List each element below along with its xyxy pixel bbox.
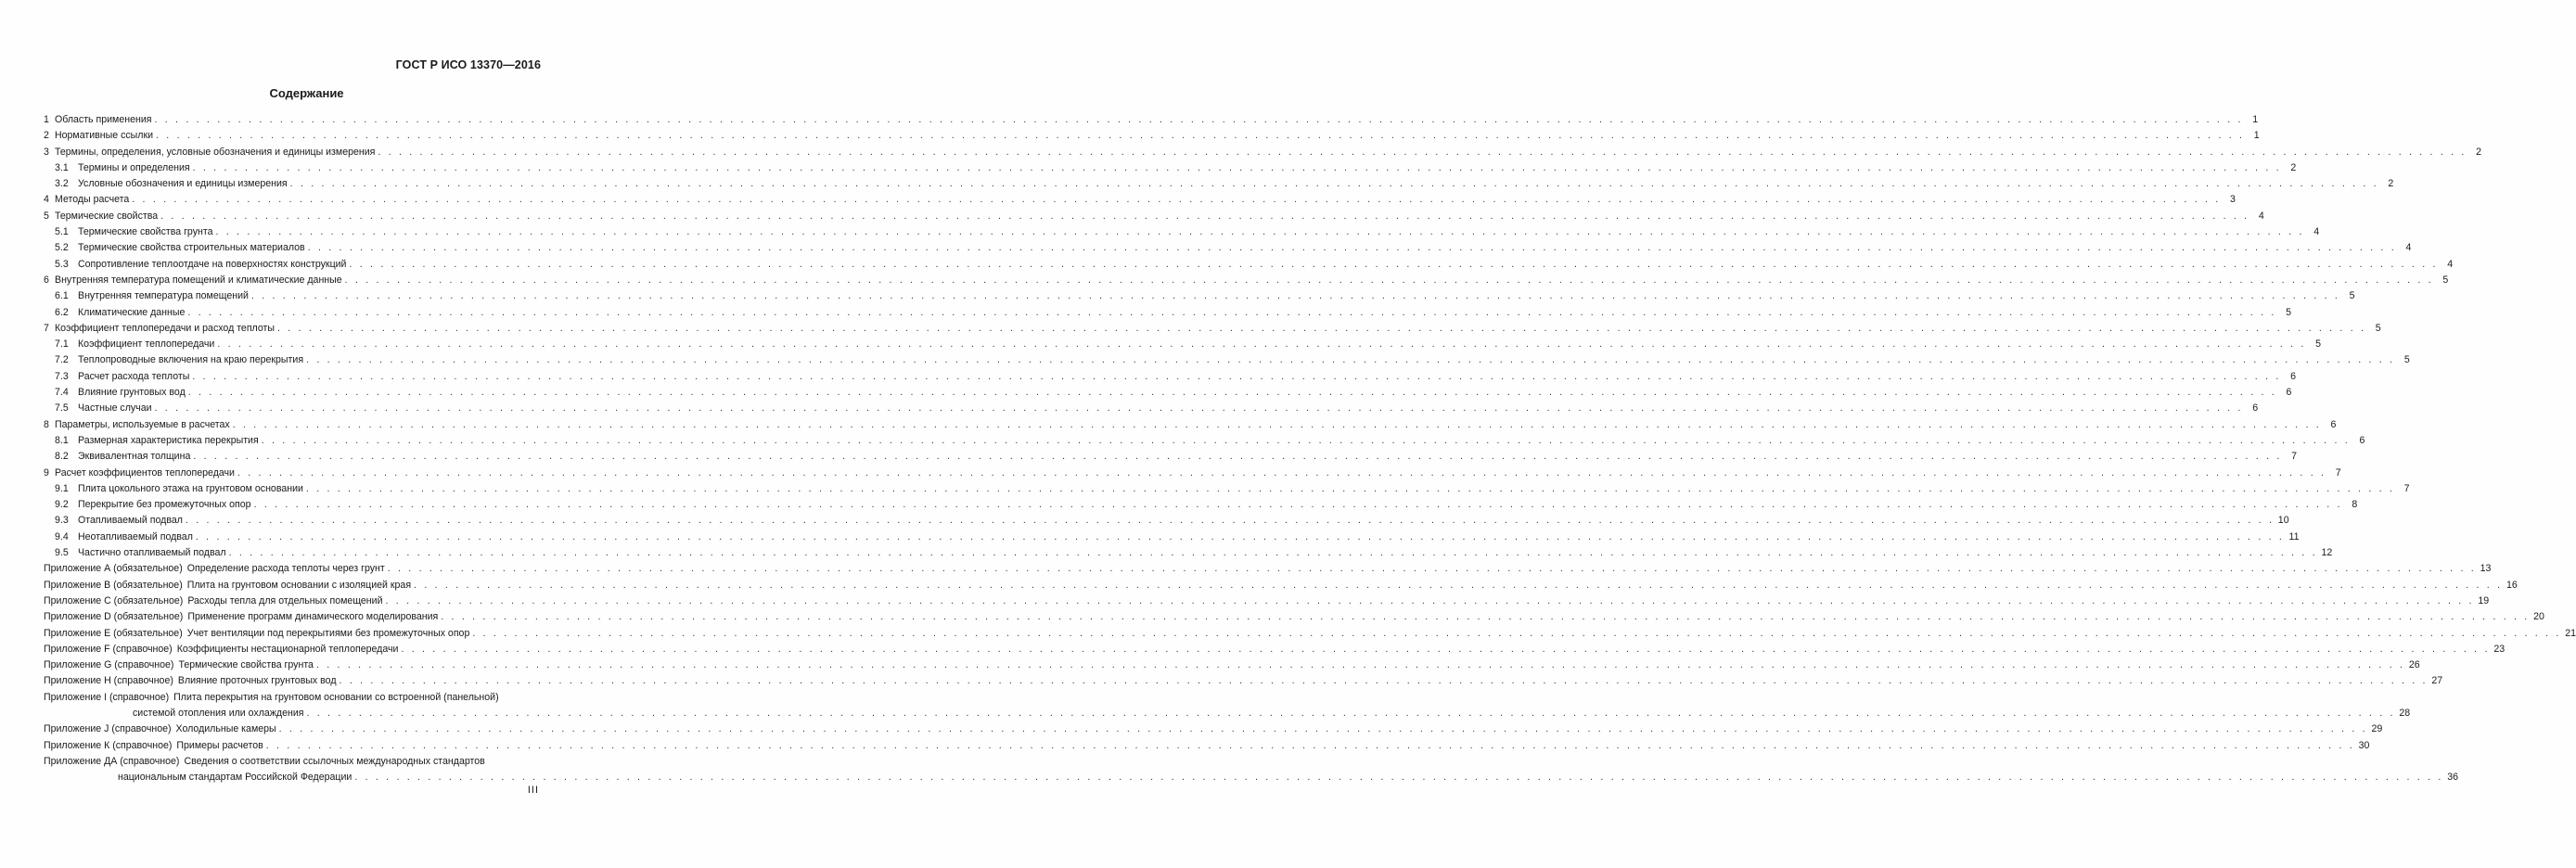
entry-number: 9.4: [55, 530, 69, 542]
dot-leader: . . . . . . . . . . . . . . . . . . . . . . . . . . . . . . . . . . . . . . . . . . . . . . . . . . . . . . . . . . . . . . . . . . . . . . . . . . . . . . . . . . . . . . . . . . . . . . . . . . . . . . . . . . . . . . . . . . . . . . . . . . . . . . . . . . . . . . . . . . . . . . . . . . . . . . . . . . . . . . . . . . . . . . . . . . . . . . . . . . . . . . . . . . . . . . . . . . . . . . . .: [192, 161, 2282, 173]
table-of-contents: [44, 112, 2576, 785]
toc-entry: [44, 594, 2490, 609]
document-code: ГОСТ Р ИСО 13370—2016: [395, 58, 541, 71]
entry-title: Методы расчета: [55, 194, 130, 206]
entry-page: 7: [2291, 451, 2298, 463]
entry-page: 4: [2313, 226, 2320, 238]
dot-leader: . . . . . . . . . . . . . . . . . . . . . . . . . . . . . . . . . . . . . . . . . . . . . . . . . . . . . . . . . . . . . . . . . . . . . . . . . . . . . . . . . . . . . . . . . . . . . . . . . . . . . . . . . . . . . . . . . . . . . . . . . . . . . . . . . . . . . . . . . . . . . . . . . . . . . . . . . . . . . . . . . . . . . . . . . . . . . . . . . . . . . . . . . . . . . . . . . . . . . . . .: [315, 659, 2405, 671]
toc-entry: [44, 738, 2370, 754]
entry-page: 3: [2230, 194, 2236, 206]
toc-entry: [44, 545, 2333, 561]
entry-number: Приложение D (обязательное): [44, 611, 184, 623]
entry-page: 10: [2277, 515, 2289, 527]
entry-title: Термические свойства: [55, 210, 159, 222]
entry-number: 9.2: [55, 499, 69, 511]
dot-leader: . . . . . . . . . . . . . . . . . . . . . . . . . . . . . . . . . . . . . . . . . . . . . . . . . . . . . . . . . . . . . . . . . . . . . . . . . . . . . . . . . . . . . . . . . . . . . . . . . . . . . . . . . . . . . . . . . . . . . . . . . . . . . . . . . . . . . . . . . . . . . . . . . . . . . . . . . . . . . . . . . . . . . . . . . . . . . . . . . . . . . . . . . . . . . . . . . . . . . . . .: [306, 707, 2396, 719]
toc-entry: [44, 642, 2506, 657]
toc-entry: [44, 690, 2411, 722]
dot-leader: . . . . . . . . . . . . . . . . . . . . . . . . . . . . . . . . . . . . . . . . . . . . . . . . . . . . . . . . . . . . . . . . . . . . . . . . . . . . . . . . . . . . . . . . . . . . . . . . . . . . . . . . . . . . . . . . . . . . . . . . . . . . . . . . . . . . . . . . . . . . . . . . . . . . . . . . . . . . . . . . . . . . . . . . . . . . . . . . . . . . . . . . . . . . . . . . . . . . . . . .: [156, 130, 2245, 142]
dot-leader: . . . . . . . . . . . . . . . . . . . . . . . . . . . . . . . . . . . . . . . . . . . . . . . . . . . . . . . . . . . . . . . . . . . . . . . . . . . . . . . . . . . . . . . . . . . . . . . . . . . . . . . . . . . . . . . . . . . . . . . . . . . . . . . . . . . . . . . . . . . . . . . . . . . . . . . . . . . . . . . . . . . . . . . . . . . . . . . . . . . . . . . . . . . . . . . . . . . . . . . .: [232, 418, 2322, 430]
entry-page: 20: [2533, 611, 2544, 623]
toc-entry: [44, 385, 2292, 401]
entry-title-cont: системой отопления или охлаждения: [133, 707, 304, 719]
entry-number: 8: [44, 418, 49, 430]
toc-entry: [44, 337, 2322, 352]
dot-leader: . . . . . . . . . . . . . . . . . . . . . . . . . . . . . . . . . . . . . . . . . . . . . . . . . . . . . . . . . . . . . . . . . . . . . . . . . . . . . . . . . . . . . . . . . . . . . . . . . . . . . . . . . . . . . . . . . . . . . . . . . . . . . . . . . . . . . . . . . . . . . . . . . . . . . . . . . . . . . . . . . . . . . . . . . . . . . . . . . . . . . . . . . . . . . . . . . . . . . . . .: [132, 194, 2221, 206]
toc-entry: [44, 609, 2544, 625]
entry-title: Влияние грунтовых вод: [78, 387, 186, 399]
entry-number: 9: [44, 466, 49, 479]
entry-page: 2: [2388, 178, 2394, 190]
entry-number: Приложение I (справочное): [44, 691, 170, 703]
toc-entry: [44, 721, 2383, 737]
entry-title: Параметры, используемые в расчетах: [55, 418, 230, 430]
entry-number: Приложение В (обязательное): [44, 579, 183, 591]
entry-number: 5.2: [55, 242, 69, 254]
toc-entry: [44, 449, 2298, 465]
toc-entry: [44, 240, 2412, 256]
entry-title: Сведения о соответствии ссылочных международных стандартов: [184, 755, 485, 767]
entry-page: 12: [2321, 547, 2333, 559]
entry-title: Условные обозначения и единицы измерения: [78, 178, 288, 190]
entry-page: 6: [2290, 370, 2297, 382]
entry-title: Определение расхода теплоты через грунт: [186, 563, 385, 575]
entry-number: 3.1: [55, 161, 69, 173]
entry-title: Холодильные камеры: [175, 723, 276, 735]
entry-number: 4: [44, 194, 49, 206]
entry-page: 11: [2288, 530, 2300, 542]
toc-entry: [44, 754, 2458, 786]
entry-number: Приложение С (обязательное): [44, 594, 184, 606]
toc-entry: [44, 497, 2358, 513]
entry-page: 5: [2403, 354, 2410, 366]
dot-leader: . . . . . . . . . . . . . . . . . . . . . . . . . . . . . . . . . . . . . . . . . . . . . . . . . . . . . . . . . . . . . . . . . . . . . . . . . . . . . . . . . . . . . . . . . . . . . . . . . . . . . . . . . . . . . . . . . . . . . . . . . . . . . . . . . . . . . . . . . . . . . . . . . . . . . . . . . . . . . . . . . . . . . . . . . . . . . . . . . . . . . . . . . . . . . . . . . . . . . . . .: [307, 242, 2397, 254]
entry-title: Теплопроводные включения на краю перекрытия: [78, 354, 304, 366]
dot-leader: . . . . . . . . . . . . . . . . . . . . . . . . . . . . . . . . . . . . . . . . . . . . . . . . . . . . . . . . . . . . . . . . . . . . . . . . . . . . . . . . . . . . . . . . . . . . . . . . . . . . . . . . . . . . . . . . . . . . . . . . . . . . . . . . . . . . . . . . . . . . . . . . . . . . . . . . . . . . . . . . . . . . . . . . . . . . . . . . . . . . . . . . . . . . . . . . . . . . . . . .: [289, 178, 2379, 190]
entry-number: 3.2: [55, 178, 69, 190]
entry-number: 5: [44, 210, 49, 222]
toc-entry: [44, 273, 2449, 288]
entry-page: 5: [2315, 338, 2322, 351]
dot-leader: . . . . . . . . . . . . . . . . . . . . . . . . . . . . . . . . . . . . . . . . . . . . . . . . . . . . . . . . . . . . . . . . . . . . . . . . . . . . . . . . . . . . . . . . . . . . . . . . . . . . . . . . . . . . . . . . . . . . . . . . . . . . . . . . . . . . . . . . . . . . . . . . . . . . . . . . . . . . . . . . . . . . . . . . . . . . . . . . . . . . . . . . . . . . . . . . . . . . . . . .: [154, 402, 2244, 415]
entry-title: Коэффициенты нестационарной теплопередачи: [176, 643, 399, 655]
entry-number: 6: [44, 274, 49, 286]
dot-leader: . . . . . . . . . . . . . . . . . . . . . . . . . . . . . . . . . . . . . . . . . . . . . . . . . . . . . . . . . . . . . . . . . . . . . . . . . . . . . . . . . . . . . . . . . . . . . . . . . . . . . . . . . . . . . . . . . . . . . . . . . . . . . . . . . . . . . . . . . . . . . . . . . . . . . . . . . . . . . . . . . . . . . . . . . . . . . . . . . . . . . . . . . . . . . . . . . . . . . . . .: [160, 210, 2249, 222]
entry-page: 29: [2371, 723, 2383, 735]
page-number: III: [527, 785, 539, 796]
toc-entry: [44, 433, 2365, 449]
dot-leader: . . . . . . . . . . . . . . . . . . . . . . . . . . . . . . . . . . . . . . . . . . . . . . . . . . . . . . . . . . . . . . . . . . . . . . . . . . . . . . . . . . . . . . . . . . . . . . . . . . . . . . . . . . . . . . . . . . . . . . . . . . . . . . . . . . . . . . . . . . . . . . . . . . . . . . . . . . . . . . . . . . . . . . . . . . . . . . . . . . . . . . . . . . . . . . . . . . . . . . . .: [349, 258, 2439, 270]
entry-page: 30: [2358, 739, 2370, 751]
entry-title: Применение программ динамического моделирования: [187, 611, 439, 623]
entry-page: 2: [2476, 146, 2482, 158]
dot-leader: . . . . . . . . . . . . . . . . . . . . . . . . . . . . . . . . . . . . . . . . . . . . . . . . . . . . . . . . . . . . . . . . . . . . . . . . . . . . . . . . . . . . . . . . . . . . . . . . . . . . . . . . . . . . . . . . . . . . . . . . . . . . . . . . . . . . . . . . . . . . . . . . . . . . . . . . . . . . . . . . . . . . . . . . . . . . . . . . . . . . . . . . . . . . . . . . . . . . . . . .: [195, 530, 2285, 542]
entry-page: 5: [2442, 274, 2449, 286]
toc-entry: [44, 209, 2264, 224]
toc-entry: [44, 192, 2236, 208]
toc-entry: [44, 657, 2420, 673]
dot-leader: . . . . . . . . . . . . . . . . . . . . . . . . . . . . . . . . . . . . . . . . . . . . . . . . . . . . . . . . . . . . . . . . . . . . . . . . . . . . . . . . . . . . . . . . . . . . . . . . . . . . . . . . . . . . . . . . . . . . . . . . . . . . . . . . . . . . . . . . . . . . . . . . . . . . . . . . . . . . . . . . . . . . . . . . . . . . . . . . . . . . . . . . . . . . . . . . . . . . . . . .: [387, 563, 2477, 575]
dot-leader: . . . . . . . . . . . . . . . . . . . . . . . . . . . . . . . . . . . . . . . . . . . . . . . . . . . . . . . . . . . . . . . . . . . . . . . . . . . . . . . . . . . . . . . . . . . . . . . . . . . . . . . . . . . . . . . . . . . . . . . . . . . . . . . . . . . . . . . . . . . . . . . . . . . . . . . . . . . . . . . . . . . . . . . . . . . . . . . . . . . . . . . . . . . . . . . . . . . . . . . .: [305, 482, 2395, 494]
entry-title: Учет вентиляции под перекрытиями без промежуточных опор: [186, 627, 470, 639]
entry-number: 6.1: [55, 290, 69, 302]
entry-number: 9.3: [55, 515, 69, 527]
entry-title: Сопротивление теплоотдаче на поверхностях конструкций: [78, 258, 347, 270]
entry-page: 6: [2330, 418, 2337, 430]
entry-page: 23: [2493, 643, 2506, 655]
toc-entry: [44, 673, 2443, 689]
dot-leader: . . . . . . . . . . . . . . . . . . . . . . . . . . . . . . . . . . . . . . . . . . . . . . . . . . . . . . . . . . . . . . . . . . . . . . . . . . . . . . . . . . . . . . . . . . . . . . . . . . . . . . . . . . . . . . . . . . . . . . . . . . . . . . . . . . . . . . . . . . . . . . . . . . . . . . . . . . . . . . . . . . . . . . . . . . . . . . . . . . . . . . . . . . . . . . . . . . . . . . . .: [187, 306, 2277, 318]
entry-title: Неотапливаемый подвал: [78, 530, 193, 542]
dot-leader: . . . . . . . . . . . . . . . . . . . . . . . . . . . . . . . . . . . . . . . . . . . . . . . . . . . . . . . . . . . . . . . . . . . . . . . . . . . . . . . . . . . . . . . . . . . . . . . . . . . . . . . . . . . . . . . . . . . . . . . . . . . . . . . . . . . . . . . . . . . . . . . . . . . . . . . . . . . . . . . . . . . . . . . . . . . . . . . . . . . . . . . . . . . . . . . . . . . . . . . .: [401, 643, 2491, 655]
toc-entry: [44, 530, 2300, 545]
entry-page: 13: [2480, 563, 2492, 575]
entry-title: Частные случаи: [78, 402, 152, 415]
entry-title: Расчет коэффициентов теплопередачи: [55, 466, 235, 479]
toc-entry: [44, 176, 2394, 192]
dot-leader: . . . . . . . . . . . . . . . . . . . . . . . . . . . . . . . . . . . . . . . . . . . . . . . . . . . . . . . . . . . . . . . . . . . . . . . . . . . . . . . . . . . . . . . . . . . . . . . . . . . . . . . . . . . . . . . . . . . . . . . . . . . . . . . . . . . . . . . . . . . . . . . . . . . . . . . . . . . . . . . . . . . . . . . . . . . . . . . . . . . . . . . . . . . . . . . . . . . . . . . .: [261, 434, 2351, 446]
dot-leader: . . . . . . . . . . . . . . . . . . . . . . . . . . . . . . . . . . . . . . . . . . . . . . . . . . . . . . . . . . . . . . . . . . . . . . . . . . . . . . . . . . . . . . . . . . . . . . . . . . . . . . . . . . . . . . . . . . . . . . . . . . . . . . . . . . . . . . . . . . . . . . . . . . . . . . . . . . . . . . . . . . . . . . . . . . . . . . . . . . . . . . . . . . . . . . . . . . . . . . . .: [276, 322, 2366, 334]
entry-title: Плита цокольного этажа на грунтовом основании: [78, 482, 303, 494]
entry-number: 5.3: [55, 258, 69, 270]
toc-entry: [44, 257, 2454, 273]
entry-title: Нормативные ссылки: [55, 130, 154, 142]
dot-leader: . . . . . . . . . . . . . . . . . . . . . . . . . . . . . . . . . . . . . . . . . . . . . . . . . . . . . . . . . . . . . . . . . . . . . . . . . . . . . . . . . . . . . . . . . . . . . . . . . . . . . . . . . . . . . . . . . . . . . . . . . . . . . . . . . . . . . . . . . . . . . . . . . . . . . . . . . . . . . . . . . . . . . . . . . . . . . . . . . . . . . . . . . . . . . . . . . . . . . . . .: [192, 370, 2282, 382]
entry-title: Термины, определения, условные обозначения и единицы измерения: [55, 146, 376, 158]
entry-title: Термические свойства грунта: [178, 659, 314, 671]
entry-title: Размерная характеристика перекрытия: [78, 434, 259, 446]
entry-title: Примеры расчетов: [176, 739, 263, 751]
toc-entry: [44, 481, 2410, 497]
toc-entry: [44, 352, 2410, 368]
entry-page: 6: [2252, 402, 2259, 415]
dot-leader: . . . . . . . . . . . . . . . . . . . . . . . . . . . . . . . . . . . . . . . . . . . . . . . . . . . . . . . . . . . . . . . . . . . . . . . . . . . . . . . . . . . . . . . . . . . . . . . . . . . . . . . . . . . . . . . . . . . . . . . . . . . . . . . . . . . . . . . . . . . . . . . . . . . . . . . . . . . . . . . . . . . . . . . . . . . . . . . . . . . . . . . . . . . . . . . . . . . . . . . .: [354, 772, 2443, 784]
entry-number: Приложение Е (обязательное): [44, 627, 183, 639]
entry-title: Расчет расхода теплоты: [78, 370, 190, 382]
entry-page: 1: [2253, 130, 2260, 142]
entry-page: 19: [2478, 594, 2490, 606]
entry-number: 8.1: [55, 434, 69, 446]
entry-number: 7.2: [55, 354, 69, 366]
dot-leader: . . . . . . . . . . . . . . . . . . . . . . . . . . . . . . . . . . . . . . . . . . . . . . . . . . . . . . . . . . . . . . . . . . . . . . . . . . . . . . . . . . . . . . . . . . . . . . . . . . . . . . . . . . . . . . . . . . . . . . . . . . . . . . . . . . . . . . . . . . . . . . . . . . . . . . . . . . . . . . . . . . . . . . . . . . . . . . . . . . . . . . . . . . . . . . . . . . . . . . . .: [378, 146, 2467, 158]
entry-number: 7: [44, 322, 49, 334]
toc-entry: [44, 401, 2259, 416]
entry-title: Влияние проточных грунтовых вод: [177, 675, 337, 687]
toc-entry: [44, 305, 2292, 321]
toc-entry: [44, 224, 2320, 240]
entry-number: 6.2: [55, 306, 69, 318]
entry-page: 16: [2506, 579, 2518, 591]
entry-title: Климатические данные: [78, 306, 186, 318]
entry-page: 21: [2565, 627, 2576, 639]
entry-title: Область применения: [55, 114, 152, 125]
entry-number: Приложение А (обязательное): [44, 563, 183, 575]
dot-leader: . . . . . . . . . . . . . . . . . . . . . . . . . . . . . . . . . . . . . . . . . . . . . . . . . . . . . . . . . . . . . . . . . . . . . . . . . . . . . . . . . . . . . . . . . . . . . . . . . . . . . . . . . . . . . . . . . . . . . . . . . . . . . . . . . . . . . . . . . . . . . . . . . . . . . . . . . . . . . . . . . . . . . . . . . . . . . . . . . . . . . . . . . . . . . . . . . . . . . . . .: [237, 466, 2326, 479]
entry-number: 7.3: [55, 370, 69, 382]
dot-leader: . . . . . . . . . . . . . . . . . . . . . . . . . . . . . . . . . . . . . . . . . . . . . . . . . . . . . . . . . . . . . . . . . . . . . . . . . . . . . . . . . . . . . . . . . . . . . . . . . . . . . . . . . . . . . . . . . . . . . . . . . . . . . . . . . . . . . . . . . . . . . . . . . . . . . . . . . . . . . . . . . . . . . . . . . . . . . . . . . . . . . . . . . . . . . . . . . . . . . . . .: [154, 114, 2244, 125]
entry-page: 4: [2405, 242, 2412, 254]
entry-title: Внутренняя температура помещений: [78, 290, 249, 302]
dot-leader: . . . . . . . . . . . . . . . . . . . . . . . . . . . . . . . . . . . . . . . . . . . . . . . . . . . . . . . . . . . . . . . . . . . . . . . . . . . . . . . . . . . . . . . . . . . . . . . . . . . . . . . . . . . . . . . . . . . . . . . . . . . . . . . . . . . . . . . . . . . . . . . . . . . . . . . . . . . . . . . . . . . . . . . . . . . . . . . . . . . . . . . . . . . . . . . . . . . . . . . .: [253, 499, 2343, 511]
entry-title: Термины и определения: [78, 161, 190, 173]
dot-leader: . . . . . . . . . . . . . . . . . . . . . . . . . . . . . . . . . . . . . . . . . . . . . . . . . . . . . . . . . . . . . . . . . . . . . . . . . . . . . . . . . . . . . . . . . . . . . . . . . . . . . . . . . . . . . . . . . . . . . . . . . . . . . . . . . . . . . . . . . . . . . . . . . . . . . . . . . . . . . . . . . . . . . . . . . . . . . . . . . . . . . . . . . . . . . . . . . . . . . . . .: [441, 611, 2530, 623]
dot-leader: . . . . . . . . . . . . . . . . . . . . . . . . . . . . . . . . . . . . . . . . . . . . . . . . . . . . . . . . . . . . . . . . . . . . . . . . . . . . . . . . . . . . . . . . . . . . . . . . . . . . . . . . . . . . . . . . . . . . . . . . . . . . . . . . . . . . . . . . . . . . . . . . . . . . . . . . . . . . . . . . . . . . . . . . . . . . . . . . . . . . . . . . . . . . . . . . . . . . . . . .: [472, 627, 2562, 639]
entry-title: Термические свойства грунта: [78, 226, 213, 238]
entry-number: 7.1: [55, 338, 69, 351]
entry-number: Приложение J (справочное): [44, 723, 172, 735]
toc-entry: [44, 417, 2337, 433]
dot-leader: . . . . . . . . . . . . . . . . . . . . . . . . . . . . . . . . . . . . . . . . . . . . . . . . . . . . . . . . . . . . . . . . . . . . . . . . . . . . . . . . . . . . . . . . . . . . . . . . . . . . . . . . . . . . . . . . . . . . . . . . . . . . . . . . . . . . . . . . . . . . . . . . . . . . . . . . . . . . . . . . . . . . . . . . . . . . . . . . . . . . . . . . . . . . . . . . . . . . . . . .: [265, 739, 2355, 751]
entry-title: Перекрытие без промежуточных опор: [78, 499, 251, 511]
dot-leader: . . . . . . . . . . . . . . . . . . . . . . . . . . . . . . . . . . . . . . . . . . . . . . . . . . . . . . . . . . . . . . . . . . . . . . . . . . . . . . . . . . . . . . . . . . . . . . . . . . . . . . . . . . . . . . . . . . . . . . . . . . . . . . . . . . . . . . . . . . . . . . . . . . . . . . . . . . . . . . . . . . . . . . . . . . . . . . . . . . . . . . . . . . . . . . . . . . . . . . . .: [217, 338, 2307, 351]
entry-title: Плита на грунтовом основании с изоляцией края: [186, 579, 412, 591]
entry-title: Коэффициент теплопередачи и расход теплоты: [55, 322, 275, 334]
entry-number: 2: [44, 130, 49, 142]
entry-page: 4: [2258, 210, 2264, 222]
dot-leader: . . . . . . . . . . . . . . . . . . . . . . . . . . . . . . . . . . . . . . . . . . . . . . . . . . . . . . . . . . . . . . . . . . . . . . . . . . . . . . . . . . . . . . . . . . . . . . . . . . . . . . . . . . . . . . . . . . . . . . . . . . . . . . . . . . . . . . . . . . . . . . . . . . . . . . . . . . . . . . . . . . . . . . . . . . . . . . . . . . . . . . . . . . . . . . . . . . . . . . . .: [414, 579, 2503, 591]
entry-title-cont: национальным стандартам Российской Федерации: [118, 772, 352, 784]
dot-leader: . . . . . . . . . . . . . . . . . . . . . . . . . . . . . . . . . . . . . . . . . . . . . . . . . . . . . . . . . . . . . . . . . . . . . . . . . . . . . . . . . . . . . . . . . . . . . . . . . . . . . . . . . . . . . . . . . . . . . . . . . . . . . . . . . . . . . . . . . . . . . . . . . . . . . . . . . . . . . . . . . . . . . . . . . . . . . . . . . . . . . . . . . . . . . . . . . . . . . . . .: [306, 354, 2395, 366]
entry-number: Приложение G (справочное): [44, 659, 174, 671]
toc-title: Содержание: [269, 86, 344, 100]
entry-title: Плита перекрытия на грунтовом основании со встроенной (панельной): [173, 691, 499, 703]
entry-number: 9.5: [55, 547, 69, 559]
entry-page: 6: [2359, 434, 2365, 446]
dot-leader: . . . . . . . . . . . . . . . . . . . . . . . . . . . . . . . . . . . . . . . . . . . . . . . . . . . . . . . . . . . . . . . . . . . . . . . . . . . . . . . . . . . . . . . . . . . . . . . . . . . . . . . . . . . . . . . . . . . . . . . . . . . . . . . . . . . . . . . . . . . . . . . . . . . . . . . . . . . . . . . . . . . . . . . . . . . . . . . . . . . . . . . . . . . . . . . . . . . . . . . .: [187, 387, 2277, 399]
toc-entry: [44, 578, 2518, 594]
dot-leader: . . . . . . . . . . . . . . . . . . . . . . . . . . . . . . . . . . . . . . . . . . . . . . . . . . . . . . . . . . . . . . . . . . . . . . . . . . . . . . . . . . . . . . . . . . . . . . . . . . . . . . . . . . . . . . . . . . . . . . . . . . . . . . . . . . . . . . . . . . . . . . . . . . . . . . . . . . . . . . . . . . . . . . . . . . . . . . . . . . . . . . . . . . . . . . . . . . . . . . . .: [385, 594, 2475, 606]
dot-leader: . . . . . . . . . . . . . . . . . . . . . . . . . . . . . . . . . . . . . . . . . . . . . . . . . . . . . . . . . . . . . . . . . . . . . . . . . . . . . . . . . . . . . . . . . . . . . . . . . . . . . . . . . . . . . . . . . . . . . . . . . . . . . . . . . . . . . . . . . . . . . . . . . . . . . . . . . . . . . . . . . . . . . . . . . . . . . . . . . . . . . . . . . . . . . . . . . . . . . . . .: [344, 274, 2434, 286]
toc-entry: [44, 145, 2482, 160]
dot-leader: . . . . . . . . . . . . . . . . . . . . . . . . . . . . . . . . . . . . . . . . . . . . . . . . . . . . . . . . . . . . . . . . . . . . . . . . . . . . . . . . . . . . . . . . . . . . . . . . . . . . . . . . . . . . . . . . . . . . . . . . . . . . . . . . . . . . . . . . . . . . . . . . . . . . . . . . . . . . . . . . . . . . . . . . . . . . . . . . . . . . . . . . . . . . . . . . . . . . . . . .: [228, 547, 2318, 559]
entry-page: 5: [2286, 306, 2292, 318]
dot-leader: . . . . . . . . . . . . . . . . . . . . . . . . . . . . . . . . . . . . . . . . . . . . . . . . . . . . . . . . . . . . . . . . . . . . . . . . . . . . . . . . . . . . . . . . . . . . . . . . . . . . . . . . . . . . . . . . . . . . . . . . . . . . . . . . . . . . . . . . . . . . . . . . . . . . . . . . . . . . . . . . . . . . . . . . . . . . . . . . . . . . . . . . . . . . . . . . . . . . . . . .: [185, 515, 2275, 527]
dot-leader: . . . . . . . . . . . . . . . . . . . . . . . . . . . . . . . . . . . . . . . . . . . . . . . . . . . . . . . . . . . . . . . . . . . . . . . . . . . . . . . . . . . . . . . . . . . . . . . . . . . . . . . . . . . . . . . . . . . . . . . . . . . . . . . . . . . . . . . . . . . . . . . . . . . . . . . . . . . . . . . . . . . . . . . . . . . . . . . . . . . . . . . . . . . . . . . . . . . . . . . .: [339, 675, 2429, 687]
dot-leader: . . . . . . . . . . . . . . . . . . . . . . . . . . . . . . . . . . . . . . . . . . . . . . . . . . . . . . . . . . . . . . . . . . . . . . . . . . . . . . . . . . . . . . . . . . . . . . . . . . . . . . . . . . . . . . . . . . . . . . . . . . . . . . . . . . . . . . . . . . . . . . . . . . . . . . . . . . . . . . . . . . . . . . . . . . . . . . . . . . . . . . . . . . . . . . . . . . . . . . . .: [278, 723, 2368, 735]
entry-page: 27: [2431, 675, 2443, 687]
dot-leader: . . . . . . . . . . . . . . . . . . . . . . . . . . . . . . . . . . . . . . . . . . . . . . . . . . . . . . . . . . . . . . . . . . . . . . . . . . . . . . . . . . . . . . . . . . . . . . . . . . . . . . . . . . . . . . . . . . . . . . . . . . . . . . . . . . . . . . . . . . . . . . . . . . . . . . . . . . . . . . . . . . . . . . . . . . . . . . . . . . . . . . . . . . . . . . . . . . . . . . . .: [215, 226, 2305, 238]
entry-number: 5.1: [55, 226, 69, 238]
toc-entry: [44, 112, 2259, 128]
entry-number: Приложение F (справочное): [44, 643, 173, 655]
entry-page: 5: [2349, 290, 2355, 302]
entry-title: Эквивалентная толщина: [78, 451, 191, 463]
entry-number: Приложение К (справочное): [44, 739, 173, 751]
entry-page: 4: [2447, 258, 2454, 270]
dot-leader: . . . . . . . . . . . . . . . . . . . . . . . . . . . . . . . . . . . . . . . . . . . . . . . . . . . . . . . . . . . . . . . . . . . . . . . . . . . . . . . . . . . . . . . . . . . . . . . . . . . . . . . . . . . . . . . . . . . . . . . . . . . . . . . . . . . . . . . . . . . . . . . . . . . . . . . . . . . . . . . . . . . . . . . . . . . . . . . . . . . . . . . . . . . . . . . . . . . . . . . .: [193, 451, 2283, 463]
entry-number: 9.1: [55, 482, 69, 494]
toc-entry: [44, 513, 2289, 529]
toc-entry: [44, 160, 2297, 176]
entry-number: Приложение ДА (справочное): [44, 755, 180, 767]
entry-number: 8.2: [55, 451, 69, 463]
entry-page: 8: [2352, 499, 2358, 511]
toc-entry: [44, 466, 2341, 481]
toc-entry: [44, 288, 2355, 304]
entry-page: 7: [2335, 466, 2341, 479]
entry-number: Приложение Н (справочное): [44, 675, 173, 687]
entry-number: 3: [44, 146, 49, 158]
entry-page: 1: [2252, 114, 2259, 125]
entry-page: 5: [2375, 322, 2381, 334]
entry-page: 28: [2399, 707, 2411, 719]
toc-entry: [44, 626, 2576, 642]
entry-title: Коэффициент теплопередачи: [78, 338, 215, 351]
entry-number: 1: [44, 114, 49, 125]
entry-title: Отапливаемый подвал: [78, 515, 183, 527]
entry-page: 6: [2286, 387, 2292, 399]
entry-title: Внутренняя температура помещений и климатические данные: [55, 274, 342, 286]
toc-entry: [44, 369, 2297, 385]
entry-page: 36: [2447, 772, 2458, 784]
entry-number: 7.4: [55, 387, 69, 399]
entry-title: Расходы тепла для отдельных помещений: [187, 594, 383, 606]
entry-number: 7.5: [55, 402, 69, 415]
toc-entry: [44, 321, 2381, 337]
toc-entry: [44, 128, 2260, 144]
entry-page: 26: [2408, 659, 2420, 671]
entry-page: 2: [2290, 161, 2297, 173]
entry-page: 7: [2403, 482, 2410, 494]
entry-title: Термические свойства строительных материалов: [78, 242, 305, 254]
entry-title: Частично отапливаемый подвал: [78, 547, 226, 559]
dot-leader: . . . . . . . . . . . . . . . . . . . . . . . . . . . . . . . . . . . . . . . . . . . . . . . . . . . . . . . . . . . . . . . . . . . . . . . . . . . . . . . . . . . . . . . . . . . . . . . . . . . . . . . . . . . . . . . . . . . . . . . . . . . . . . . . . . . . . . . . . . . . . . . . . . . . . . . . . . . . . . . . . . . . . . . . . . . . . . . . . . . . . . . . . . . . . . . . . . . . . . . .: [250, 290, 2340, 302]
toc-entry: [44, 561, 2492, 577]
